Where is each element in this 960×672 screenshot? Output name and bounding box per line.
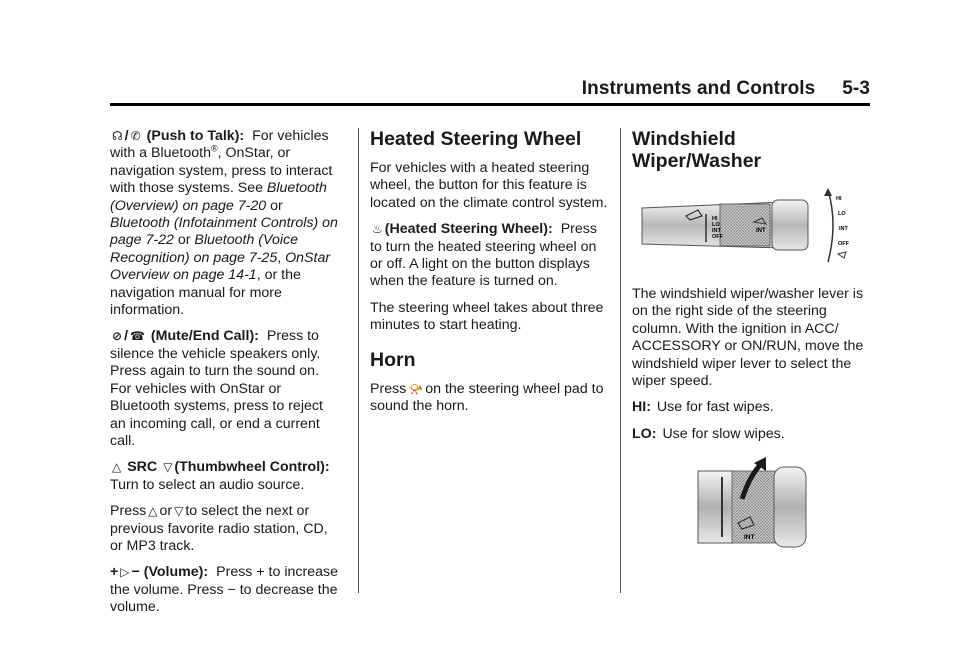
lever-label-hi: HI xyxy=(712,216,718,222)
paragraph-hsw-intro: For vehicles with a heated steering wheel, the button for this feature is located on the climate control system. xyxy=(370,160,608,211)
cross-reference: Bluetooth (Voice Recognition) on page 7-25 xyxy=(110,232,298,266)
lo-label: LO: xyxy=(632,425,657,442)
arrow-label-hi: HI xyxy=(836,196,842,202)
paragraph-horn: Press 📯 on the steering wheel pad to sound the horn. xyxy=(370,380,604,415)
horn-icon: 📯 xyxy=(408,381,424,396)
src-label: SRC xyxy=(127,459,158,476)
volume-label: − (Volume): xyxy=(131,564,209,581)
paragraph-hi: HI: Use for fast wipes. xyxy=(632,399,774,416)
column-divider xyxy=(620,128,621,593)
mute-icon: ⊘ xyxy=(112,329,123,344)
column-divider xyxy=(358,128,359,593)
wiper-lever-illustration xyxy=(632,186,868,268)
heated-steering-wheel-icon: ♨ xyxy=(372,222,383,237)
volume-icon: ▷ xyxy=(120,565,130,580)
ring-label-int: INT xyxy=(756,228,766,234)
thumbwheel-up-icon: △ xyxy=(148,504,158,519)
mute-label: (Mute/End Call): xyxy=(150,328,259,345)
cross-reference: Bluetooth (Infotainment Controls) on page 7-22 xyxy=(110,215,338,249)
wiper-ring-illustration xyxy=(692,457,812,549)
ring-label-int: INT xyxy=(744,534,755,542)
page-header xyxy=(110,78,870,102)
heading-horn: Horn xyxy=(370,348,416,371)
paragraph-hsw-time: The steering wheel takes about three minutes to start heating. xyxy=(370,299,604,334)
arrow-label-int: INT xyxy=(839,226,848,232)
lever-label-int: INT xyxy=(712,228,721,234)
paragraph-press-select: Press △ or ▽ to select the next or previous favorite radio station, CD, or MP3 track. xyxy=(110,503,328,554)
heading-heated-steering-wheel: Heated Steering Wheel xyxy=(370,128,582,150)
paragraph-hsw-button: ♨ (Heated Steering Wheel): Press to turn the heated steering wheel on or off. A light on the button displays when the feature is turned on. xyxy=(370,221,597,290)
paragraph-mute: ⊘ / ☎ (Mute/End Call): Press to silence the vehicle speakers only. Press again to turn the sound on. For vehicles with OnStar or Bluetooth systems, press to reject an incoming call, or end a current call. xyxy=(110,328,323,449)
header-rule xyxy=(110,103,870,106)
lever-label-off: OFF xyxy=(712,234,723,240)
paragraph-thumbwheel: △ SRC ▽ (Thumbwheel Control): Turn to select an audio source. xyxy=(110,459,330,493)
thumbwheel-label: (Thumbwheel Control): xyxy=(174,459,330,476)
column-3 xyxy=(632,128,868,549)
thumbwheel-up-icon: △ xyxy=(112,460,122,475)
push-to-talk-icon: ☊ xyxy=(112,129,123,143)
lever-label-lo: LO xyxy=(712,222,720,228)
paragraph-wiper-intro: The windshield wiper/washer lever is on the right side of the steering column. With the ignition in ACC/ ACCESSORY or ON/RUN, move the windshield wiper lever to select the wiper speed. xyxy=(632,286,864,390)
voice-icon: ✆ xyxy=(130,129,141,143)
paragraph-lo: LO: Use for slow wipes. xyxy=(632,425,785,442)
column-2 xyxy=(370,128,610,424)
hsw-label: (Heated Steering Wheel): xyxy=(384,221,553,238)
thumbwheel-down-icon: ▽ xyxy=(163,460,173,475)
end-call-icon: ☎ xyxy=(130,329,145,344)
hi-label: HI: xyxy=(632,399,651,416)
push-to-talk-label: (Push to Talk): xyxy=(146,128,245,144)
cross-reference: OnStar Overview on page 14-1 xyxy=(110,249,331,284)
arrow-label-lo: LO xyxy=(838,211,846,217)
cross-reference: Bluetooth (Overview) on page 7-20 xyxy=(110,180,327,214)
thumbwheel-down-icon: ▽ xyxy=(174,504,184,519)
arrow-label-off: OFF xyxy=(838,241,849,247)
column-1 xyxy=(110,128,342,626)
paragraph-volume: + ▷ − (Volume): Press + to increase the volume. Press − to decrease the volume. xyxy=(110,564,338,616)
heading-windshield-wiper: Windshield Wiper/Washer xyxy=(632,128,762,172)
page-title: Instruments and Controls 5-3 xyxy=(581,78,870,99)
paragraph-push-to-talk: ☊ / ✆ (Push to Talk): For vehicles with a Bluetooth®, OnStar, or navigation system, press to interact with those systems. See Bluetooth (Overview) on page 7-20 or Bluetooth (Infotainment Controls) on page 7-22 or Bluetooth (Voice Recognition) on page 7-25, OnStar Overview on page 14-1, or the navigation manual for more information. xyxy=(110,128,338,319)
